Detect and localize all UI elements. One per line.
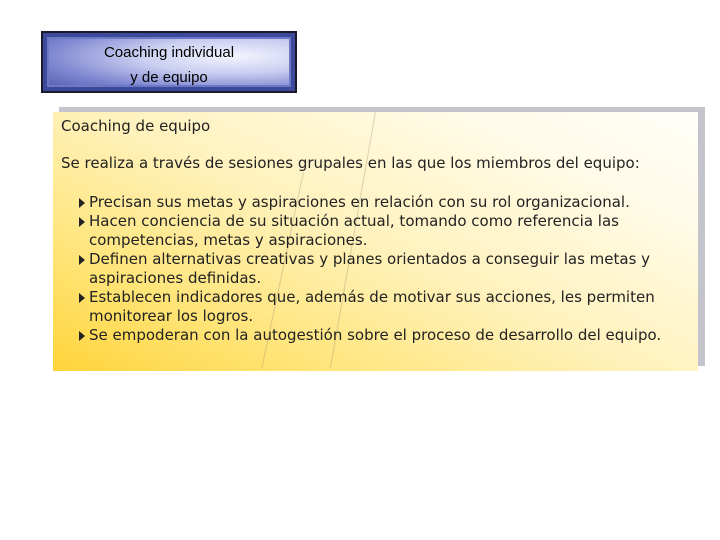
bullet-arrow-icon xyxy=(79,255,85,265)
bullet-text: Precisan sus metas y aspiraciones en relación con su rol organizacional. xyxy=(89,193,630,211)
bullet-list xyxy=(79,193,698,345)
bullet-item xyxy=(79,288,698,326)
bullet-text: Establecen indicadores que, además de motivar sus acciones, les permiten monitorear los logros. xyxy=(89,288,655,325)
bullet-item xyxy=(79,250,698,288)
bullet-text: Hacen conciencia de su situación actual, tomando como referencia las competencias, metas y aspiraciones. xyxy=(89,212,619,249)
bullet-item xyxy=(79,326,698,345)
title-line-1: Coaching individual xyxy=(103,44,235,61)
title-box xyxy=(41,31,297,93)
bullet-arrow-icon xyxy=(79,331,85,341)
title-line-2: y de equipo xyxy=(130,69,208,86)
bullet-item xyxy=(79,193,698,212)
content-panel xyxy=(53,112,698,371)
bullet-item xyxy=(79,212,698,250)
bullet-arrow-icon xyxy=(79,198,85,208)
bullet-text: Definen alternativas creativas y planes orientados a conseguir las metas y aspiraciones definidas. xyxy=(89,250,651,287)
intro-text: Se realiza a través de sesiones grupales en las que los miembros del equipo: xyxy=(61,154,640,172)
bullet-text: Se empoderan con la autogestión sobre el proceso de desarrollo del equipo. xyxy=(89,326,662,344)
section-heading: Coaching de equipo xyxy=(61,117,211,135)
bullet-arrow-icon xyxy=(79,293,85,303)
bullet-arrow-icon xyxy=(79,217,85,227)
